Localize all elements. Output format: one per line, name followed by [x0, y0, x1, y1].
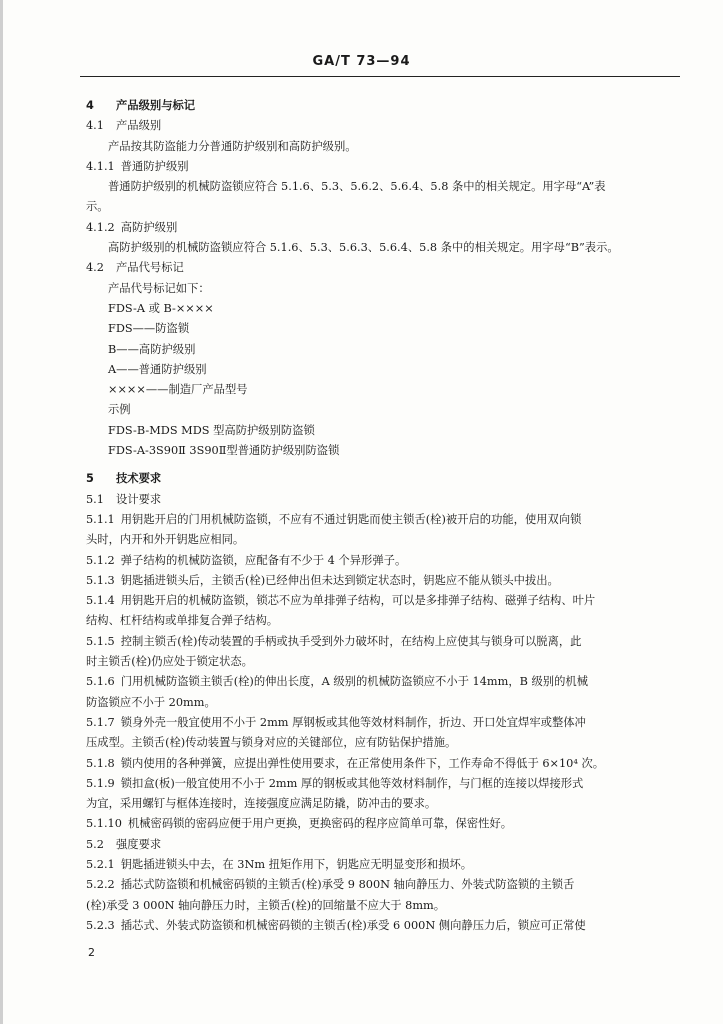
clause-text: 锁内使用的各种弹簧，应提出弹性使用要求，在正常使用条件下，工作寿命不得低于 6×10⁴ 次。 — [120, 756, 605, 770]
clause-text: 产品按其防盗能力分普通防护级别和高防护级别。 — [108, 139, 357, 153]
text-line — [86, 380, 678, 400]
text-line — [86, 611, 678, 631]
text-line — [86, 299, 678, 319]
text-line — [86, 319, 678, 339]
clause-text: FDS-A 或 B-×××× — [108, 301, 214, 315]
clause-text: A——普通防护级别 — [108, 362, 207, 376]
text-line — [86, 177, 678, 197]
clause-line — [86, 713, 678, 733]
clause-text: ××××——制造厂产品型号 — [108, 383, 248, 397]
clause-text: 为宜，采用螺钉与框体连接时，连接强度应满足防撬，防冲击的要求。 — [86, 797, 437, 811]
clause-text: 机械密码锁的密码应便于用户更换，更换密码的程序应简单可靠，保密性好。 — [127, 817, 513, 831]
clause-line — [86, 490, 678, 510]
clause-line — [86, 510, 678, 530]
clause-line — [86, 632, 678, 652]
text-line — [86, 733, 678, 753]
text-line — [86, 197, 678, 217]
clause-line — [86, 591, 678, 611]
clause-text: 钥匙插进锁头中去，在 3Nm 扭矩作用下，钥匙应无明显变形和损坏。 — [120, 857, 473, 871]
scan-edge — [0, 0, 3, 1024]
clause-number: 5.2 — [86, 837, 104, 851]
clause-text: 控制主锁舌(栓)传动装置的手柄或执手受到外力破坏时，在结构上应使其与锁身可以脱离，此 — [120, 634, 582, 648]
header-rule — [80, 76, 680, 77]
clause-number: 5.1.3 — [86, 573, 115, 587]
clause-line — [86, 672, 678, 692]
clause-text: 用钥匙开启的机械防盗锁，锁芯不应为单排弹子结构，可以是多排弹子结构、磁弹子结构、叶片 — [120, 594, 596, 608]
clause-text: (栓)承受 3 000N 轴向静压力时，主锁舌(栓)的回缩量不应大于 8mm。 — [86, 898, 446, 912]
clause-text: 时主锁舌(栓)仍应处于锁定状态。 — [86, 655, 253, 669]
clause-number: 5.1.2 — [86, 553, 115, 567]
clause-text: 压成型。主锁舌(栓)传动装置与锁身对应的关键部位，应有防钻保护措施。 — [86, 736, 457, 750]
clause-number: 5.1.4 — [86, 594, 115, 608]
text-line — [86, 360, 678, 380]
clause-text: B——高防护级别 — [108, 342, 196, 356]
clause-line — [86, 814, 678, 834]
clause-text: 高防护级别 — [120, 220, 178, 234]
clause-text: 高防护级别的机械防盗锁应符合 5.1.6、5.3、5.6.3、5.6.4、5.8 条中的相关规定。用字母“B”表示。 — [108, 241, 619, 255]
clause-number: 4.1 — [86, 119, 104, 133]
clause-line — [86, 551, 678, 571]
clause-number: 5.2.1 — [86, 857, 115, 871]
clause-text: 头时，内开和外开钥匙应相同。 — [86, 533, 245, 547]
clause-line — [86, 855, 678, 875]
text-line — [86, 279, 678, 299]
clause-line — [86, 258, 678, 278]
document-body — [86, 96, 678, 936]
clause-text: 设计要求 — [116, 492, 162, 506]
clause-number: 5.1.9 — [86, 776, 115, 790]
clause-line — [86, 218, 678, 238]
clause-text: 强度要求 — [116, 837, 162, 851]
clause-text: 产品代号标记如下： — [108, 281, 210, 295]
clause-text: FDS——防盗锁 — [108, 322, 190, 336]
clause-text: 防盗锁应不小于 20mm。 — [86, 695, 216, 709]
text-line — [86, 137, 678, 157]
text-line — [86, 652, 678, 672]
text-line — [86, 340, 678, 360]
clause-text: FDS-B-MDS MDS 型高防护级别防盗锁 — [108, 423, 315, 437]
clause-number: 5 — [86, 472, 94, 486]
text-line — [86, 530, 678, 550]
clause-number: 4.1.1 — [86, 159, 115, 173]
clause-text: 普通防护级别 — [120, 159, 189, 173]
clause-number: 5.2.2 — [86, 878, 115, 892]
clause-text: 产品级别 — [116, 119, 162, 133]
clause-text: 门用机械防盗锁主锁舌(栓)的伸出长度，A 级别的机械防盗锁应不小于 14mm，B 级别的机械 — [120, 675, 588, 689]
text-line — [86, 400, 678, 420]
clause-number: 5.1.7 — [86, 715, 115, 729]
clause-text: 钥匙插进锁头后，主锁舌(栓)已经伸出但未达到锁定状态时，钥匙应不能从锁头中拔出。 — [120, 573, 559, 587]
clause-number: 5.1.10 — [86, 817, 122, 831]
clause-text: 锁扣盒(板)一般宜使用不小于 2mm 厚的钢板或其他等效材料制作，与门框的连接以焊接形式 — [120, 776, 584, 790]
clause-line — [86, 916, 678, 936]
clause-line — [86, 754, 678, 774]
clause-text: FDS-A-3S90Ⅱ 3S90Ⅱ型普通防护级别防盗锁 — [108, 444, 340, 458]
text-line — [86, 238, 678, 258]
clause-text: 结构、杠杆结构或单排复合弹子结构。 — [86, 614, 279, 628]
clause-line — [86, 774, 678, 794]
standard-code-header: GA/T 73—94 — [312, 54, 411, 69]
text-line — [86, 794, 678, 814]
page-number: 2 — [88, 946, 95, 959]
clause-line — [86, 96, 678, 116]
clause-line — [86, 469, 678, 489]
section-gap — [86, 461, 678, 469]
text-line — [86, 896, 678, 916]
section-heading: 技术要求 — [116, 472, 162, 486]
clause-text: 锁身外壳一般宜使用不小于 2mm 厚钢板或其他等效材料制作，折边、开口处宜焊牢或整体冲 — [120, 715, 586, 729]
clause-line — [86, 875, 678, 895]
clause-number: 4 — [86, 99, 94, 112]
clause-number: 5.1.5 — [86, 634, 115, 648]
clause-number: 5.1.1 — [86, 512, 115, 526]
clause-number: 4.1.2 — [86, 220, 115, 234]
clause-text: 弹子结构的机械防盗锁，应配备有不少于 4 个异形弹子。 — [120, 553, 407, 567]
clause-number: 5.1.6 — [86, 675, 115, 689]
clause-text: 示例 — [108, 403, 131, 417]
text-line — [86, 421, 678, 441]
clause-line — [86, 116, 678, 136]
clause-text: 插芯式、外装式防盗锁和机械密码锁的主锁舌(栓)承受 6 000N 侧向静压力后，锁应可正常使 — [120, 918, 586, 932]
text-line — [86, 441, 678, 461]
clause-line — [86, 835, 678, 855]
clause-text: 示。 — [86, 200, 109, 214]
section-heading: 产品级别与标记 — [116, 99, 196, 112]
clause-number: 5.1.8 — [86, 756, 115, 770]
text-line — [86, 693, 678, 713]
clause-number: 4.2 — [86, 261, 104, 275]
clause-line — [86, 157, 678, 177]
clause-text: 普通防护级别的机械防盗锁应符合 5.1.6、5.3、5.6.2、5.6.4、5.8 条中的相关规定。用字母“A”表 — [108, 180, 606, 194]
clause-text: 插芯式防盗锁和机械密码锁的主锁舌(栓)承受 9 800N 轴向静压力、外装式防盗锁的主锁舌 — [120, 878, 575, 892]
clause-text: 用钥匙开启的门用机械防盗锁，不应有不通过钥匙而使主锁舌(栓)被开启的功能，使用双向锁 — [120, 512, 582, 526]
clause-text: 产品代号标记 — [116, 261, 184, 275]
clause-number: 5.2.3 — [86, 918, 115, 932]
clause-line — [86, 571, 678, 591]
clause-number: 5.1 — [86, 492, 104, 506]
